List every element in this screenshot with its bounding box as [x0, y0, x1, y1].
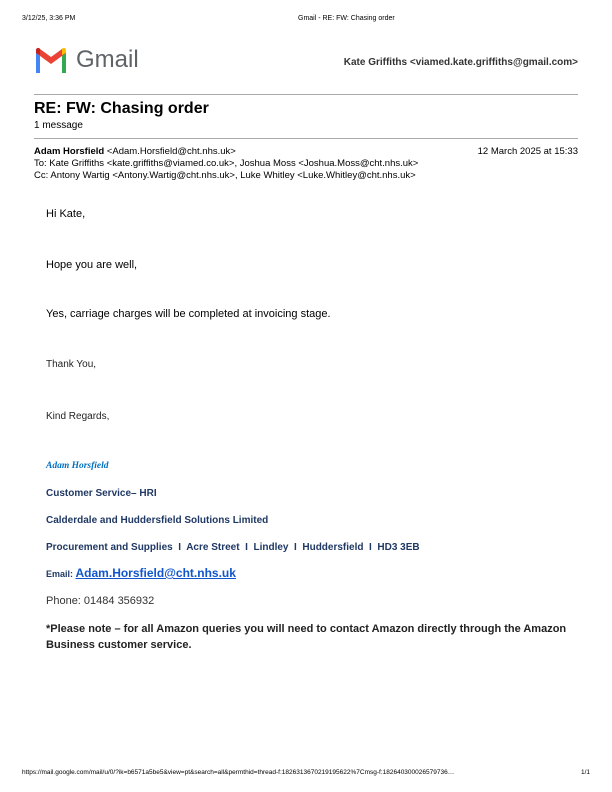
message-date: 12 March 2025 at 15:33: [477, 146, 578, 157]
account-label: Kate Griffiths <viamed.kate.griffiths@gmail.com>: [343, 57, 578, 68]
signature-email-link[interactable]: Adam.Horsfield@cht.nhs.uk: [75, 566, 236, 580]
print-title: Gmail - RE: FW: Chasing order: [298, 15, 395, 22]
sender-name: Adam Horsfield: [34, 146, 105, 157]
body-line: Kind Regards,: [46, 411, 110, 422]
print-datetime: 3/12/25, 3:36 PM: [22, 15, 76, 22]
message-count: 1 message: [34, 120, 83, 131]
signature-company: Calderdale and Huddersfield Solutions Limited: [46, 515, 269, 526]
signature-phone: Phone: 01484 356932: [46, 595, 155, 607]
signature-role: Customer Service– HRI: [46, 488, 157, 499]
divider: [34, 138, 578, 139]
gmail-wordmark: Gmail: [76, 46, 139, 73]
signature-address: Procurement and Supplies I Acre Street I Lindley I Huddersfield I HD3 3EB: [46, 542, 420, 553]
print-url: https://mail.google.com/mail/u/0/?ik=b6571a5be5&view=pt&search=all&permthid=thread-f:1826313670219195622%7Cmsg-f:182640300026579736…: [22, 769, 455, 776]
body-line: Hi Kate,: [46, 208, 86, 220]
divider: [34, 94, 578, 95]
to-line: To: Kate Griffiths <kate.griffiths@viamed.co.uk>, Joshua Moss <Joshua.Moss@cht.nhs.uk>: [34, 158, 419, 169]
sender-email: <Adam.Horsfield@cht.nhs.uk>: [106, 146, 236, 157]
email-label: Email:: [46, 569, 76, 579]
gmail-m-icon: [34, 47, 68, 73]
cc-line: Cc: Antony Wartig <Antony.Wartig@cht.nhs.uk>, Luke Whitley <Luke.Whitley@cht.nhs.uk>: [34, 170, 416, 181]
body-line: Yes, carriage charges will be completed at invoicing stage.: [46, 308, 331, 320]
page-number: 1/1: [581, 769, 591, 776]
gmail-logo: [34, 46, 139, 74]
amazon-note: *Please note – for all Amazon queries you will need to contact Amazon directly through the Amazon Business customer service.: [46, 623, 567, 651]
message-header: [34, 146, 578, 157]
body-line: Thank You,: [46, 359, 97, 370]
thread-subject: RE: FW: Chasing order: [34, 100, 209, 117]
signature-name: Adam Horsfield: [46, 461, 109, 471]
body-line: Hope you are well,: [46, 259, 138, 271]
signature-email-row: [46, 566, 236, 580]
